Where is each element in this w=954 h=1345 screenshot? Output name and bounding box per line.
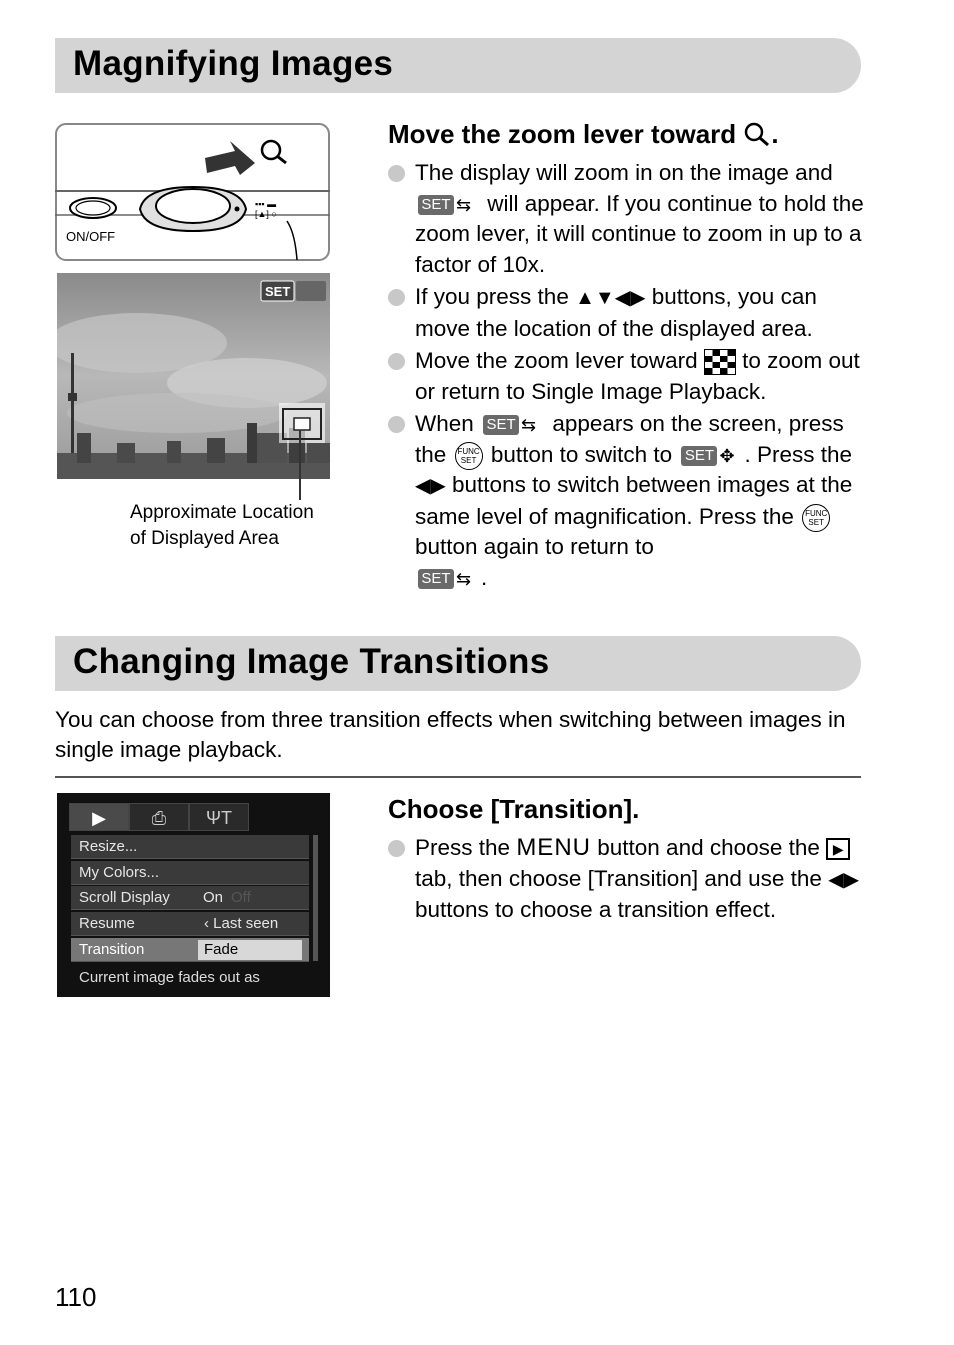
func-set-button-icon: FUNC SET bbox=[455, 442, 483, 470]
list-item: The display will zoom in on the image and SET ⇆ will appear. If you continue to hold the zoom lever, it will continue to zoom in up to a factor of 10x. bbox=[388, 158, 868, 280]
menu-row: Resize... bbox=[71, 835, 309, 859]
menu-tabs bbox=[69, 803, 304, 831]
section-header-transitions bbox=[55, 636, 861, 691]
tab-settings: ΨT bbox=[189, 803, 249, 831]
playback-tab-icon: ▶ bbox=[826, 838, 850, 860]
step-title-zoom: Move the zoom lever toward . bbox=[388, 119, 779, 149]
menu-button-label: MENU bbox=[516, 834, 591, 861]
transition-bullets bbox=[388, 833, 868, 928]
menu-row: Scroll Display On Off bbox=[71, 886, 309, 910]
on-off-label: ON/OFF bbox=[66, 229, 116, 244]
svg-text:▪▪▪ ▬: ▪▪▪ ▬ bbox=[255, 199, 277, 209]
set-scroll-icon: SET ✥ bbox=[681, 445, 741, 467]
menu-row: My Colors... bbox=[71, 861, 309, 885]
set-zoom-icon: SET ⇆ bbox=[418, 568, 478, 590]
tab-playback: ▶ bbox=[69, 803, 129, 831]
list-item: If you press the ▲▼◀▶ buttons, you can move the location of the displayed area. bbox=[388, 282, 868, 344]
menu-row: Resume ‹ Last seen bbox=[71, 912, 309, 936]
list-item: Move the zoom lever toward to zoom out or return to Single Image Playback. bbox=[388, 346, 868, 407]
divider bbox=[55, 776, 861, 778]
list-item: When SET ⇆ appears on the screen, press the FUNC SET button to switch to SET ✥ . Press the ◀▶ buttons to switch between images at the same level of magnification. Press the FUNC SET button again to return to SET ⇆ . bbox=[388, 409, 868, 593]
menu-scrollbar bbox=[313, 835, 318, 961]
magnify-icon bbox=[743, 121, 771, 147]
left-right-arrows-icon: ◀▶ bbox=[828, 868, 859, 891]
location-pointer bbox=[299, 430, 301, 500]
intro-paragraph: You can choose from three transition effects when switching between images in single image playback. bbox=[55, 707, 846, 762]
camera-menu-screenshot bbox=[57, 793, 330, 997]
section-header-magnifying bbox=[55, 38, 861, 93]
camera-top-illustration bbox=[55, 123, 331, 262]
menu-row-selected: Transition Fade bbox=[71, 938, 309, 962]
section-title: Magnifying Images bbox=[73, 44, 394, 83]
left-right-arrows-icon: ◀▶ bbox=[415, 475, 446, 497]
direction-arrows-icon: ▲▼◀▶ bbox=[575, 287, 646, 309]
tab-print: ⎙ bbox=[129, 803, 189, 831]
zoom-bullets bbox=[388, 158, 868, 595]
list-item: Press the MENU button and choose the ▶ tab, then choose [Transition] and use the ◀▶ buttons to choose a transition effect. bbox=[388, 833, 868, 926]
svg-text:[▲] ○: [▲] ○ bbox=[255, 209, 277, 219]
page-number: 110 bbox=[55, 1282, 97, 1312]
section-title: Changing Image Transitions bbox=[73, 642, 550, 681]
menu-help-text: Current image fades out as bbox=[79, 969, 260, 986]
city-skyline-photo bbox=[57, 273, 330, 479]
func-set-button-icon: FUNC SET bbox=[802, 504, 830, 532]
set-zoom-icon: SET ⇆ bbox=[483, 414, 543, 436]
figure-caption: Approximate Location of Displayed Area bbox=[130, 502, 314, 549]
set-badge: SET bbox=[265, 284, 291, 299]
index-grid-icon bbox=[704, 349, 736, 375]
step-title-transition: Choose [Transition]. bbox=[388, 794, 640, 824]
set-zoom-icon: SET ⇆ bbox=[418, 194, 478, 216]
